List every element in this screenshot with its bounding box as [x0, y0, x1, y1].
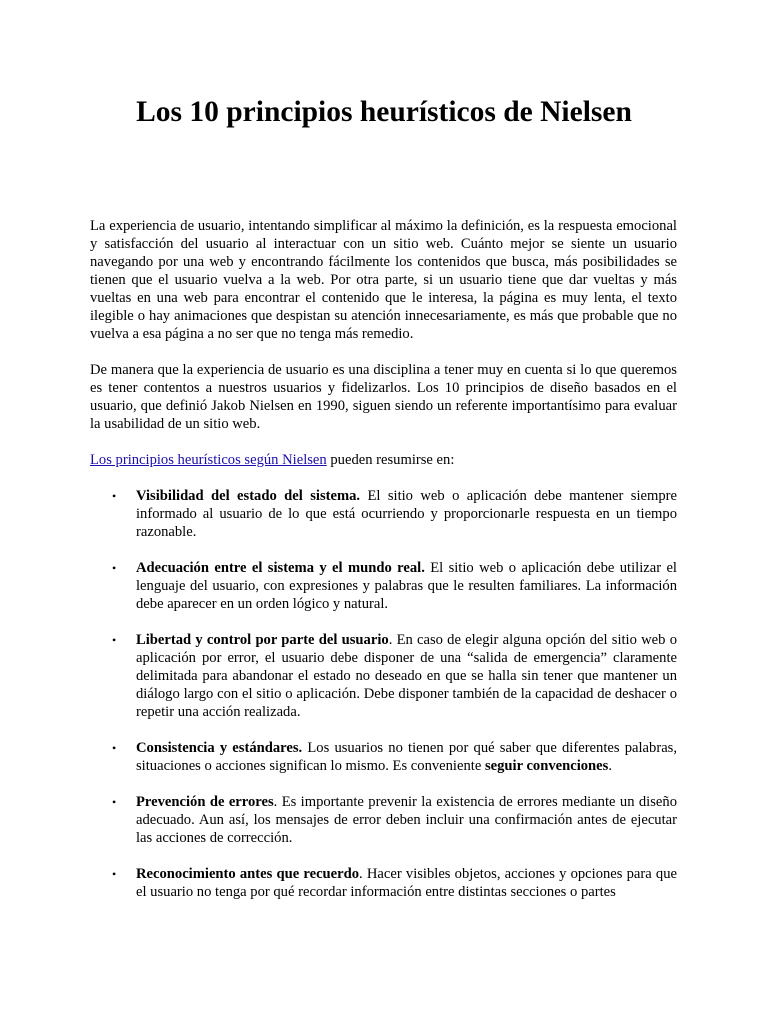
bullet-icon: •: [112, 741, 117, 755]
principle-text: El sitio web o aplicación debe mantener siempre informado al usuario de lo que está ocurriendo y proporcionarle respuesta en un tiempo razonable.: [136, 488, 677, 540]
bullet-icon: •: [112, 633, 117, 647]
nielsen-principles-link[interactable]: Los principios heurísticos según Nielsen: [90, 452, 327, 468]
principle-heading: Visibilidad del estado del sistema.: [136, 488, 361, 504]
principles-intro: [90, 451, 677, 469]
bullet-icon: •: [112, 489, 117, 503]
principle-heading: Adecuación entre el sistema y el mundo real.: [136, 560, 425, 576]
paragraph-second: De manera que la experiencia de usuario es una disciplina a tener muy en cuenta si lo que queremos es tener contentos a nuestros usuarios y fidelizarlos. Los 10 principios de diseño basados en el usuario, que definió Jakob Nielsen en 1990, siguen siendo un referente importantísimo para evaluar la usabilidad de un sitio web.: [90, 362, 677, 432]
bullet-icon: •: [112, 795, 117, 809]
principle-text: Los usuarios no tienen por qué saber que diferentes palabras, situaciones o acciones significan lo mismo. Es conveniente: [136, 740, 677, 774]
principle-text: . En caso de elegir alguna opción del sitio web o aplicación por error, el usuario debe disponer de una “salida de emergencia” claramente delimitada para abandonar el estado no deseado en que se halla sin tener que mantener un diálogo largo con el sitio o aplicación. Debe disponer también de la capacidad de deshacer o repetir una acción realizada.: [136, 632, 677, 720]
paragraph-intro: La experiencia de usuario, intentando simplificar al máximo la definición, es la respuesta emocional y satisfacción del usuario al interactuar con un sitio web. Cuánto mejor se siente un usuario navegando por una web y encontrando fácilmente los contenidos que busca, más posibilidades se tienen que el usuario vuelva a la web. Por otra parte, si un usuario tiene que dar vueltas y más vueltas en una web para encontrar el contenido que le interesa, la página es muy lenta, el texto ilegible o hay animaciones que despistan su atención innecesariamente, es más que probable que no vuelva a esa página a no ser que no tenga más remedio.: [90, 218, 677, 342]
bullet-icon: •: [112, 867, 117, 881]
principle-heading: Reconocimiento antes que recuerdo: [136, 866, 360, 882]
list-item: [90, 631, 677, 721]
principles-intro-rest: pueden resumirse en:: [326, 452, 455, 468]
principle-heading: Prevención de errores: [136, 794, 274, 810]
principle-heading: Consistencia y estándares.: [136, 740, 303, 756]
page-title: Los 10 principios heurísticos de Nielsen: [136, 96, 632, 128]
principle-text: El sitio web o aplicación debe utilizar el lenguaje del usuario, con expresiones y palabras que le resulten familiares. La información debe aparecer en un orden lógico y natural.: [136, 560, 677, 612]
list-item: [90, 487, 677, 541]
list-item: [90, 559, 677, 613]
principle-text: . Hacer visibles objetos, acciones y opciones para que el usuario no tenga por qué recordar información entre distintas secciones o partes: [136, 866, 677, 900]
list-item: [90, 793, 677, 847]
principle-text-after: .: [608, 758, 612, 774]
principle-text: . Es importante prevenir la existencia de errores mediante un diseño adecuado. Aun así, los mensajes de error deben incluir una confirmación antes de ejecutar las acciones de corrección.: [136, 794, 677, 846]
principle-heading: Libertad y control por parte del usuario: [136, 632, 389, 648]
list-item: [90, 865, 677, 901]
bullet-icon: •: [112, 561, 117, 575]
principle-emphasis: seguir convenciones: [484, 758, 609, 774]
document-body: [90, 217, 677, 919]
list-item: [90, 739, 677, 775]
principles-list: [90, 487, 677, 901]
